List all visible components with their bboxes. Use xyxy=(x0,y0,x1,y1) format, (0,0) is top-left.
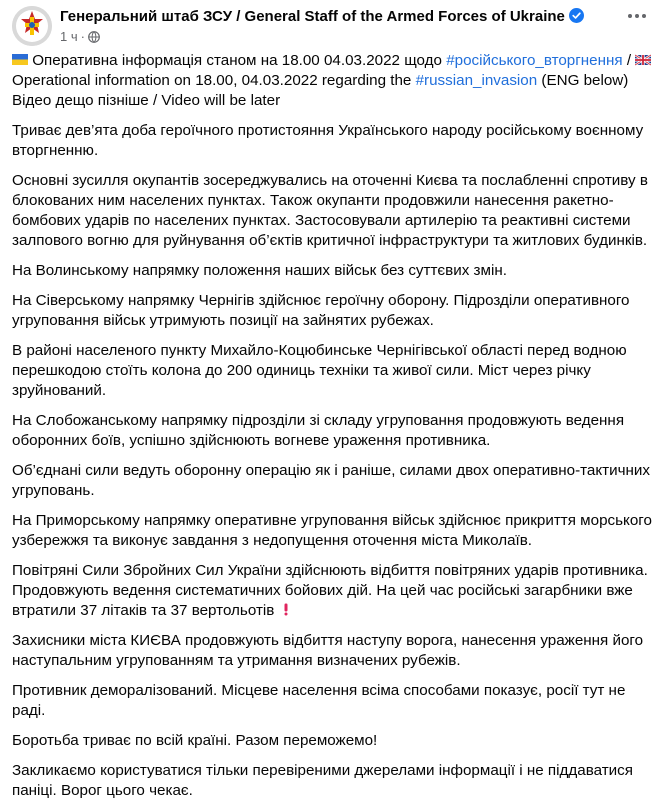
intro-text-3: (ENG below) xyxy=(537,72,629,89)
uk-flag-icon xyxy=(635,54,651,66)
paragraph-9 xyxy=(12,561,657,621)
paragraph-6: На Слобожанському напрямку підрозділи зі складу угруповання продовжують ведення оборонних боїв, успішно здійснюють вогневе ураження противника. xyxy=(12,412,625,449)
paragraph-2: Основні зусилля окупантів зосереджувались на оточенні Києва та послабленні спротиву в блокованих ним населених пунктах. Також окупанти продовжили нанесення ракетно-бомбових ударів по населених пунктах. Застосовували артилерію та реактивні системи залпового вогню для руйнування об’єктів критичної інфраструктури та житлових будинків. xyxy=(12,172,648,249)
page-name-link[interactable] xyxy=(60,7,615,27)
paragraph-8: На Приморському напрямку оперативне угруповання військ здійснює прикриття морського узбережжя та виконує завдання з недопущення оточення міста Миколаїв. xyxy=(12,512,652,549)
page-name[interactable]: Генеральний штаб ЗСУ / General Staff of the Armed Forces of Ukraine xyxy=(60,8,565,25)
intro-separator: / xyxy=(622,52,636,69)
paragraph-7: Об’єднані сили ведуть оборонну операцію як і раніше, силами двох оперативно-тактичних угруповань. xyxy=(12,462,651,499)
intro-text-1: Оперативна інформація станом на 18.00 04.03.2022 щодо xyxy=(28,52,447,69)
more-dots-icon xyxy=(625,6,649,26)
globe-icon[interactable] xyxy=(88,31,100,43)
paragraph-12: Боротьба триває по всій країні. Разом переможемо! xyxy=(12,732,378,749)
ukraine-flag-icon xyxy=(12,53,28,66)
post-header xyxy=(12,6,655,48)
more-options-button[interactable] xyxy=(621,6,653,30)
paragraph-11: Противник деморалізований. Місцеве населення всіма способами показує, росії тут не раді. xyxy=(12,682,626,719)
paragraph-3: На Волинському напрямку положення наших військ без суттєвих змін. xyxy=(12,262,507,279)
paragraph-10: Захисники міста КИЄВА продовжують відбиття наступу ворога, нанесення ураження його наступальним угрупованням та утримання визначених рубежів. xyxy=(12,632,644,669)
hashtag-russian-invasion-en[interactable]: #russian_invasion xyxy=(415,72,538,89)
post-content xyxy=(12,51,657,811)
paragraph-1: Триває дев’ята доба героїчного протистояння Українського народу російському воєнному вторгненню. xyxy=(12,122,644,159)
post-intro xyxy=(12,51,657,111)
meta-separator: · xyxy=(80,29,85,44)
verified-badge-icon xyxy=(569,8,584,23)
paragraph-9-text: Повітряні Сили Збройних Сил України здійснюють відбиття повітряних ударів противника. Продовжують ведення систематичних бойових дій. На цей час російські загарбники вже втратили 37 літаків та 37 вертольотів xyxy=(12,562,648,619)
post-time[interactable]: 1 ч xyxy=(60,29,78,44)
general-staff-emblem-icon xyxy=(12,6,52,46)
page-avatar[interactable] xyxy=(12,6,52,46)
hashtag-russian-invasion-ua[interactable]: #російського_вторгнення xyxy=(446,52,623,69)
paragraph-13: Закликаємо користуватися тільки перевіреними джерелами інформації і не піддаватися паніці. Ворог цього чекає. xyxy=(12,762,633,799)
intro-text-2: Operational information on 18.00, 04.03.2022 regarding the xyxy=(12,72,416,89)
exclamation-emoji-icon xyxy=(279,602,293,616)
paragraph-5: В районі населеного пункту Михайло-Коцюбинське Чернігівської області перед водною перешкодою стоїть колона до 200 одиниць техніки та живої сили. Міст через річку зруйнований. xyxy=(12,342,627,399)
paragraph-4: На Сіверському напрямку Чернігів здійснює героїчну оборону. Підрозділи оперативного угруповання військ утримують позиції на зайнятих рубежах. xyxy=(12,292,630,329)
post-meta xyxy=(60,28,615,46)
intro-text-4: Відео дещо пізніше / Video will be later xyxy=(12,92,281,109)
